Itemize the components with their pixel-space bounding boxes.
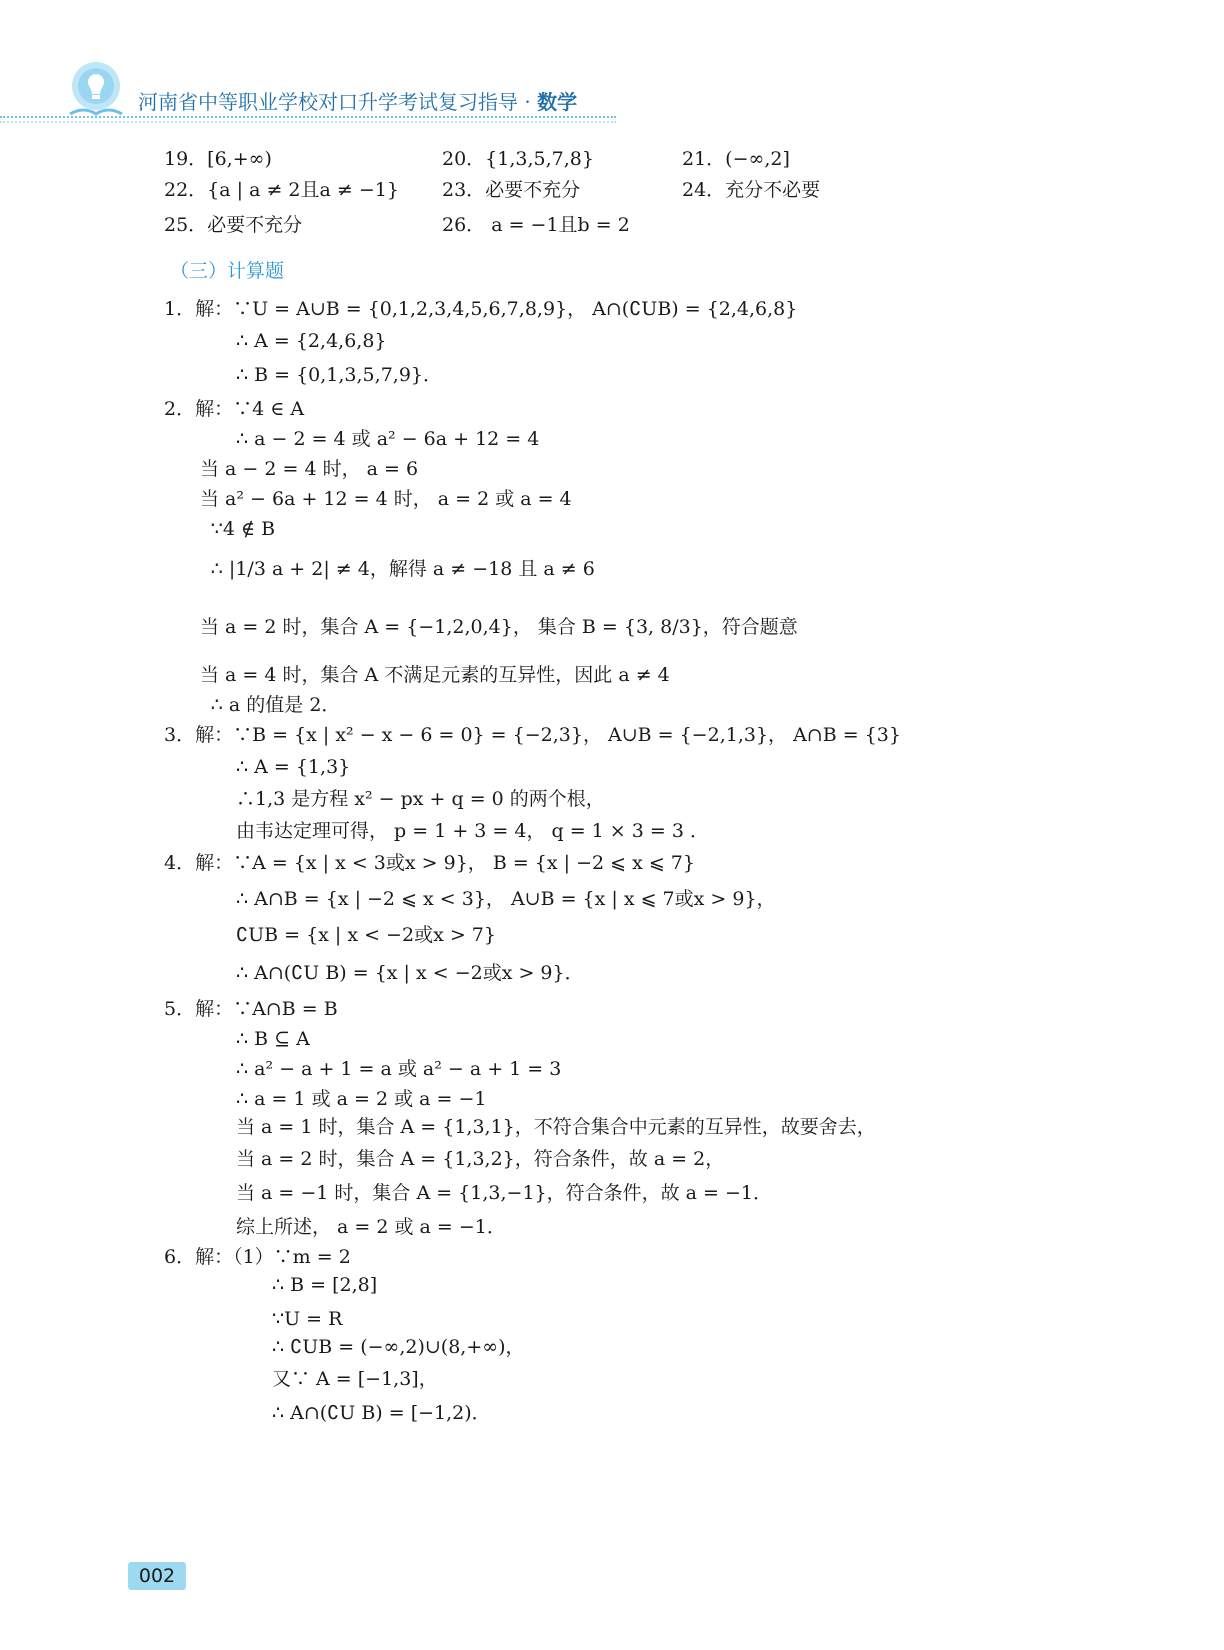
answer-item: 25．必要不充分 [164,214,303,236]
solution-line: ∴ A = {2,4,6,8} [236,330,387,352]
lightbulb-book-logo-icon [64,60,128,120]
solution-line: 当 a = 4 时，集合 A 不满足元素的互异性，因此 a ≠ 4 [200,664,670,686]
solution-line: 当 a² − 6a + 12 = 4 时， a = 2 或 a = 4 [200,488,572,510]
answer-item: 26． a = −1且b = 2 [442,214,630,236]
solution-line: 5．解：∵A∩B = B [164,998,338,1020]
solution-line: 当 a = 1 时，集合 A = {1,3,1}，不符合集合中元素的互异性，故要舍去， [236,1116,876,1138]
solution-line: 2．解：∵4 ∈ A [164,398,305,420]
solution-line: 6．解：（1）∵m = 2 [164,1246,351,1268]
solution-line: ∴ A∩B = {x | −2 ⩽ x < 3}， A∪B = {x | x ⩽ 7或x > 9}， [236,888,776,910]
solution-line: ∴ A∩(∁U B) = {x | x < −2或x > 9}． [236,962,584,984]
solution-line: 当 a = 2 时，集合 A = {1,3,2}，符合条件，故 a = 2， [236,1148,725,1170]
solution-line: 4．解：∵A = {x | x < 3或x > 9}， B = {x | −2 ⩽ x ⩽ 7} [164,852,695,874]
answer-item: 22．{a | a ≠ 2且a ≠ −1} [164,179,399,201]
solution-line: ∴ |1/3 a + 2| ≠ 4，解得 a ≠ −18 且 a ≠ 6 [210,558,595,580]
solution-line: ∁UB = {x | x < −2或x > 7} [236,924,496,946]
solution-line: ∴ B = {0,1,3,5,7,9}． [236,364,442,386]
solution-line: ∴1,3 是方程 x² − px + q = 0 的两个根， [236,788,605,810]
running-header [138,86,577,115]
solution-line: ∴ A∩(∁U B) = [−1,2)． [272,1402,491,1424]
solution-line: ∴ B ⊆ A [236,1028,310,1050]
solution-line: 由韦达定理可得， p = 1 + 3 = 4， q = 1 × 3 = 3 ． [236,820,709,842]
solution-line: 3．解：∵B = {x | x² − x − 6 = 0} = {−2,3}， A∪B = {−2,1,3}， A∩B = {3} [164,724,901,746]
solution-line: ∴ B = [2,8] [272,1274,378,1296]
answer-item: 21．(−∞,2] [682,148,790,170]
page-number: 002 [128,1562,186,1590]
solution-line: ∵U = R [272,1308,343,1330]
solution-line: ∴ a − 2 = 4 或 a² − 6a + 12 = 4 [236,428,540,450]
solution-line: 综上所述， a = 2 或 a = −1． [236,1216,506,1238]
solution-line: 又∵ A = [−1,3]， [272,1368,438,1390]
solution-line: ∴ a = 1 或 a = 2 或 a = −1 [236,1088,487,1110]
answer-item: 24．充分不必要 [682,179,821,201]
solution-line: 当 a = −1 时，集合 A = {1,3,−1}，符合条件，故 a = −1． [236,1182,772,1204]
section-title: （三）计算题 [170,260,285,282]
header-divider [0,116,616,118]
solution-line: 当 a = 2 时，集合 A = {−1,2,0,4}， 集合 B = {3, 8/3}，符合题意 [200,616,798,638]
solution-line: ∴ a 的值是 2． [210,694,341,716]
solution-line: ∵4 ∉ B [210,518,276,540]
solution-line: ∴ A = {1,3} [236,756,351,778]
answer-item: 19．[6,+∞) [164,148,272,170]
header-divider-secondary [0,121,616,123]
solution-line: 当 a − 2 = 4 时， a = 6 [200,458,419,480]
header-title-main: 河南省中等职业学校对口升学考试复习指导 · [138,90,538,114]
header-title-subject: 数学 [537,90,578,114]
answer-item: 23．必要不充分 [442,179,581,201]
solution-line: ∴ ∁UB = (−∞,2)∪(8,+∞)， [272,1336,525,1358]
solution-line: 1．解：∵U = A∪B = {0,1,2,3,4,5,6,7,8,9}， A∩(∁UB) = {2,4,6,8} [164,298,798,320]
solution-line: ∴ a² − a + 1 = a 或 a² − a + 1 = 3 [236,1058,562,1080]
answer-item: 20．{1,3,5,7,8} [442,148,594,170]
